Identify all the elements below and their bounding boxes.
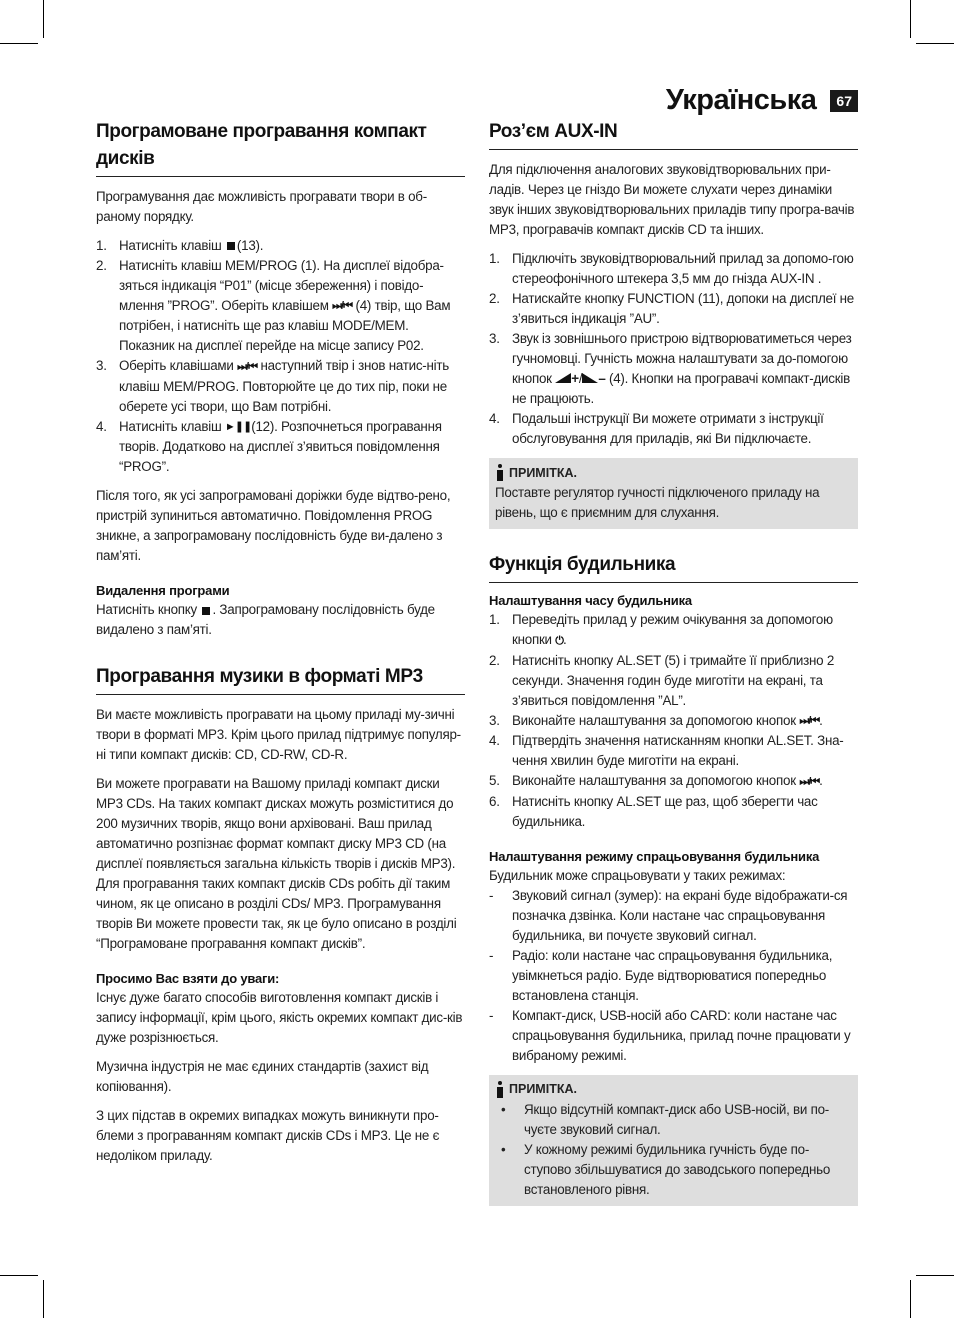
paragraph: Музична індустрія не має єдиних стандартів (захист від копіювання). <box>96 1059 429 1095</box>
alarm-time-steps <box>489 610 858 831</box>
step-text: (4) твір, що Вам потрібен, і натисніть ще раз клавіш MODE/MEM. Показник на дисплеї перейде на місце запису P02. <box>119 298 451 354</box>
step-text: . <box>562 632 567 648</box>
list-item <box>489 886 858 946</box>
step-text: Натисніть кнопку AL.SET (5) і тримайте її приблизно 2 секунди. Значення годин буде миготіти на екрані, та з’явиться повідомлення ”AL”. <box>512 652 835 708</box>
section-title: Програвання музики в форматі MP3 <box>96 663 465 695</box>
crop-mark <box>43 1280 44 1318</box>
list-item <box>489 651 858 711</box>
step-text: Натисніть клавіш MEM/PROG (1). На дисплеї відобра-зяться індикація “P01” (місце збереження) і повідо-млення ”PROG”. Оберіть клавішем <box>119 258 444 313</box>
power-icon: ⏻ <box>555 634 563 647</box>
skip-icon: ⏭/⏮ <box>799 715 820 728</box>
list-number: 1. <box>489 251 500 266</box>
list-item <box>96 356 465 416</box>
list-number: 4. <box>96 418 107 434</box>
step-text: . <box>819 712 823 728</box>
step-text: (12). Розпочнеться програвання творів. Додатково на дисплеї з’явиться повідомлення “PROG”. <box>119 418 442 475</box>
crop-mark <box>910 1280 911 1318</box>
mode-text: Звуковий сигнал (зумер): на екрані буде відображати-ся позначка дзвінка. Коли настане час спрацьовування будильника, ви почуєте звуковий сигнал. <box>512 887 848 943</box>
list-item <box>489 792 858 832</box>
list-number: 2. <box>489 652 500 668</box>
step-text: Переведіть прилад у режим очікування за допомогою кнопки <box>512 612 833 648</box>
stop-icon <box>202 607 210 615</box>
volume-down-icon <box>582 369 598 389</box>
info-icon <box>495 464 505 481</box>
step-text: Подальші інструкції Ви можете отримати з інструкції обслуговування для приладів, які Ви підключаєте. <box>512 411 824 447</box>
list-number: 4. <box>489 733 500 749</box>
crop-mark <box>0 43 38 44</box>
note-header <box>495 464 850 481</box>
list-number: 2. <box>489 291 500 306</box>
step-text: Натискайте кнопку FUNCTION (11), допоки на дисплеї не з’явиться індикація ”AU”. <box>512 291 855 326</box>
section-aux-in <box>489 118 858 529</box>
crop-mark <box>0 1275 38 1276</box>
note-text: Якщо відсутній компакт-диск або USB-носій, ви по-чуєте звуковий сигнал. <box>524 1101 830 1137</box>
note-bullets <box>495 1100 850 1200</box>
step-text: Натисніть клавіш <box>119 238 222 253</box>
step-text: Виконайте налаштування за допомогою кнопок <box>512 712 796 728</box>
note-text: У кожному режимі будильника гучність буде по-ступово збільшуватися до заводського попередньо встановленого рівня. <box>524 1141 831 1197</box>
dash-mark: - <box>489 887 494 903</box>
list-item <box>96 256 465 356</box>
list-item <box>495 1100 850 1140</box>
subsection-title: Налаштування часу будильника <box>489 593 692 609</box>
list-item <box>489 731 858 771</box>
paragraph: З цих підстав в окремих випадках можуть виникнути про-блеми з програванням компакт дисків CDs і MP3. Це не є недоліком приладу. <box>96 1108 440 1164</box>
info-icon <box>495 1081 505 1098</box>
subsection-title: Просимо Вас взяти до уваги: <box>96 971 280 987</box>
alarm-modes <box>489 886 858 1066</box>
volume-up-icon <box>555 369 571 389</box>
crop-mark <box>916 1275 954 1276</box>
step-text: Оберіть клавішами <box>119 358 234 374</box>
right-column <box>489 118 858 1220</box>
step-text: . <box>819 773 823 789</box>
volume-plus-sign: + <box>571 371 579 386</box>
step-text: наступний твір і знов натис-ніть клавіш MEM/PROG. Повторюйте це до тих пір, поки не оберете усі твори, що Вам потрібні. <box>119 358 449 414</box>
list-item <box>96 236 465 256</box>
list-item <box>489 409 858 449</box>
list-item <box>489 711 858 731</box>
crop-mark <box>910 0 911 38</box>
aux-steps <box>489 249 858 449</box>
left-column <box>96 118 465 1175</box>
list-number: 3. <box>96 358 107 374</box>
text: Натисніть кнопку <box>96 602 197 618</box>
program-steps <box>96 236 465 477</box>
list-item <box>489 771 858 791</box>
skip-icon: ⏭/⏮ <box>237 360 257 373</box>
list-number: 6. <box>489 793 500 809</box>
note-label: ПРИМІТКА. <box>509 465 577 480</box>
bullet-mark: • <box>501 1141 506 1157</box>
list-item <box>495 1140 850 1200</box>
page-header <box>666 84 858 117</box>
paragraph: Після того, як усі запрограмовані доріжки буде відтво-рено, пристрій зупиниться автоматично. Повідомлення PROG зникне, а запрограмовану послідовність буде ви-далено з пам’яті. <box>96 488 451 564</box>
subsection-title: Налаштування режиму спрацьовування будильника <box>489 848 820 864</box>
list-number: 1. <box>96 238 107 253</box>
paragraph: Для підключення аналогових звуковідтворювальних при-ладів. Через це гніздо Ви можете слухати через динаміки звук інших звуковідтворювальних приладів типу програ-вачів MP3, програвачів компакт дисків CD та інших. <box>489 162 855 237</box>
step-text: Підключіть звуковідтворювальний прилад за допомо-гою стереофонічного штекера 3,5 мм до гнізда AUX-IN . <box>512 251 854 286</box>
step-text: Натисніть кнопку AL.SET ще раз, щоб зберегти час будильника. <box>512 793 818 829</box>
section-title: Функція будильника <box>489 551 858 583</box>
skip-icon: ⏭/⏮ <box>332 300 353 313</box>
note-header <box>495 1081 850 1098</box>
section-title: Роз’єм AUX-IN <box>489 118 858 150</box>
note-text: Поставте регулятор гучності підключеного приладу на рівень, що є приємним для слухання. <box>495 485 820 521</box>
list-number: 3. <box>489 712 500 728</box>
note-box <box>489 1075 858 1206</box>
note-label: ПРИМІТКА. <box>509 1082 577 1097</box>
list-item <box>489 946 858 1006</box>
list-item <box>489 249 858 289</box>
play-pause-icon: ►❚❚ <box>224 421 252 434</box>
stop-icon <box>227 242 235 250</box>
paragraph: Будильник може спрацьовувати у таких режимах: <box>489 867 786 883</box>
subsection-title: Видалення програми <box>96 583 230 599</box>
list-item <box>489 1006 858 1066</box>
section-alarm <box>489 551 858 1205</box>
paragraph: Існує дуже багато способів виготовлення компакт дисків і запису інформації, крім цього, якість окремих компакт дис-ків дуже розрізнюється. <box>96 990 463 1046</box>
crop-mark <box>43 0 44 38</box>
section-mp3 <box>96 663 465 1166</box>
list-number: 3. <box>489 331 500 346</box>
list-number: 1. <box>489 612 500 628</box>
paragraph: Ви маєте можливість програвати на цьому приладі му-зичні твори в форматі MP3. Крім цього прилад підтримує популяр-ні типи компакт дисків: CD, CD-RW, CD-R. <box>96 707 461 763</box>
list-item <box>489 610 858 650</box>
section-program <box>96 118 465 640</box>
note-box <box>489 458 858 529</box>
mode-text: Компакт-диск, USB-носій або CARD: коли настане час спрацьовування будильника, прилад почне працювати у вибраному режимі. <box>512 1007 851 1063</box>
crop-mark <box>916 43 954 44</box>
step-text: Звук із зовнішнього пристрою відтворюватиметься через гучномовці. Гучність можна налаштувати за до-помогою кнопок <box>512 331 852 386</box>
step-text: Виконайте налаштування за допомогою кнопок <box>512 773 796 789</box>
list-item: 3. Звук із зовнішнього пристрою відтворюватиметься через гучномовці. Гучність можна налаштувати за до-помогою кнопок +/ – (4). Кнопки на програвачі компакт-дисків не працюють. <box>489 331 852 407</box>
volume-minus-sign: – <box>598 371 606 386</box>
step-text: (4). Кнопки на програвачі компакт-дисків не працюють. <box>512 371 850 407</box>
step-text: Підтвердіть значення натисканням кнопки AL.SET. Зна-чення хвилин буде миготіти на екрані. <box>512 733 844 769</box>
page-number-badge: 67 <box>830 90 858 112</box>
paragraph: Ви можете програвати на Вашому приладі компакт диски MP3 CDs. На таких компакт дисках можуть розміститися до 200 музичних творів, якщо вони архівовані. Ваш прилад автоматично розпізнає формат компакт диску MP3 CD (на дисплеї появляється загальна кількість творів і дисків MP3). Для програвання таких компакт дисків CDs робіть дії таким чином, як це описано в розділі CDs/ MP3. Програмування творів Ви можете провести так, як це було описано в розділі “Програмоване програвання компакт дисків”. <box>96 776 457 952</box>
mode-text: Радіо: коли настане час спрацьовування будильника, увімкнеться радіо. Буде відтворюватися попередньо встановлена станція. <box>512 947 833 1003</box>
section-title: Програмоване програвання компакт дисків <box>96 118 465 177</box>
list-number: 5. <box>489 773 500 789</box>
list-item <box>96 417 465 477</box>
skip-icon: ⏭/⏮ <box>799 775 820 788</box>
list-item <box>489 289 858 329</box>
step-text: Натисніть клавіш <box>119 418 222 434</box>
dash-mark: - <box>489 1007 494 1023</box>
step-text: (13). <box>236 238 264 253</box>
list-number: 2. <box>96 258 107 273</box>
paragraph: Програмування дає можливість програвати твори в об-раному порядку. <box>96 189 427 224</box>
dash-mark: - <box>489 947 494 963</box>
paragraph <box>96 600 465 640</box>
list-number: 4. <box>489 411 500 427</box>
bullet-mark: • <box>501 1101 506 1117</box>
text: . Запрограмовану послідовність буде видалено з пам’яті. <box>96 602 435 638</box>
language-title: Українська <box>665 84 817 116</box>
